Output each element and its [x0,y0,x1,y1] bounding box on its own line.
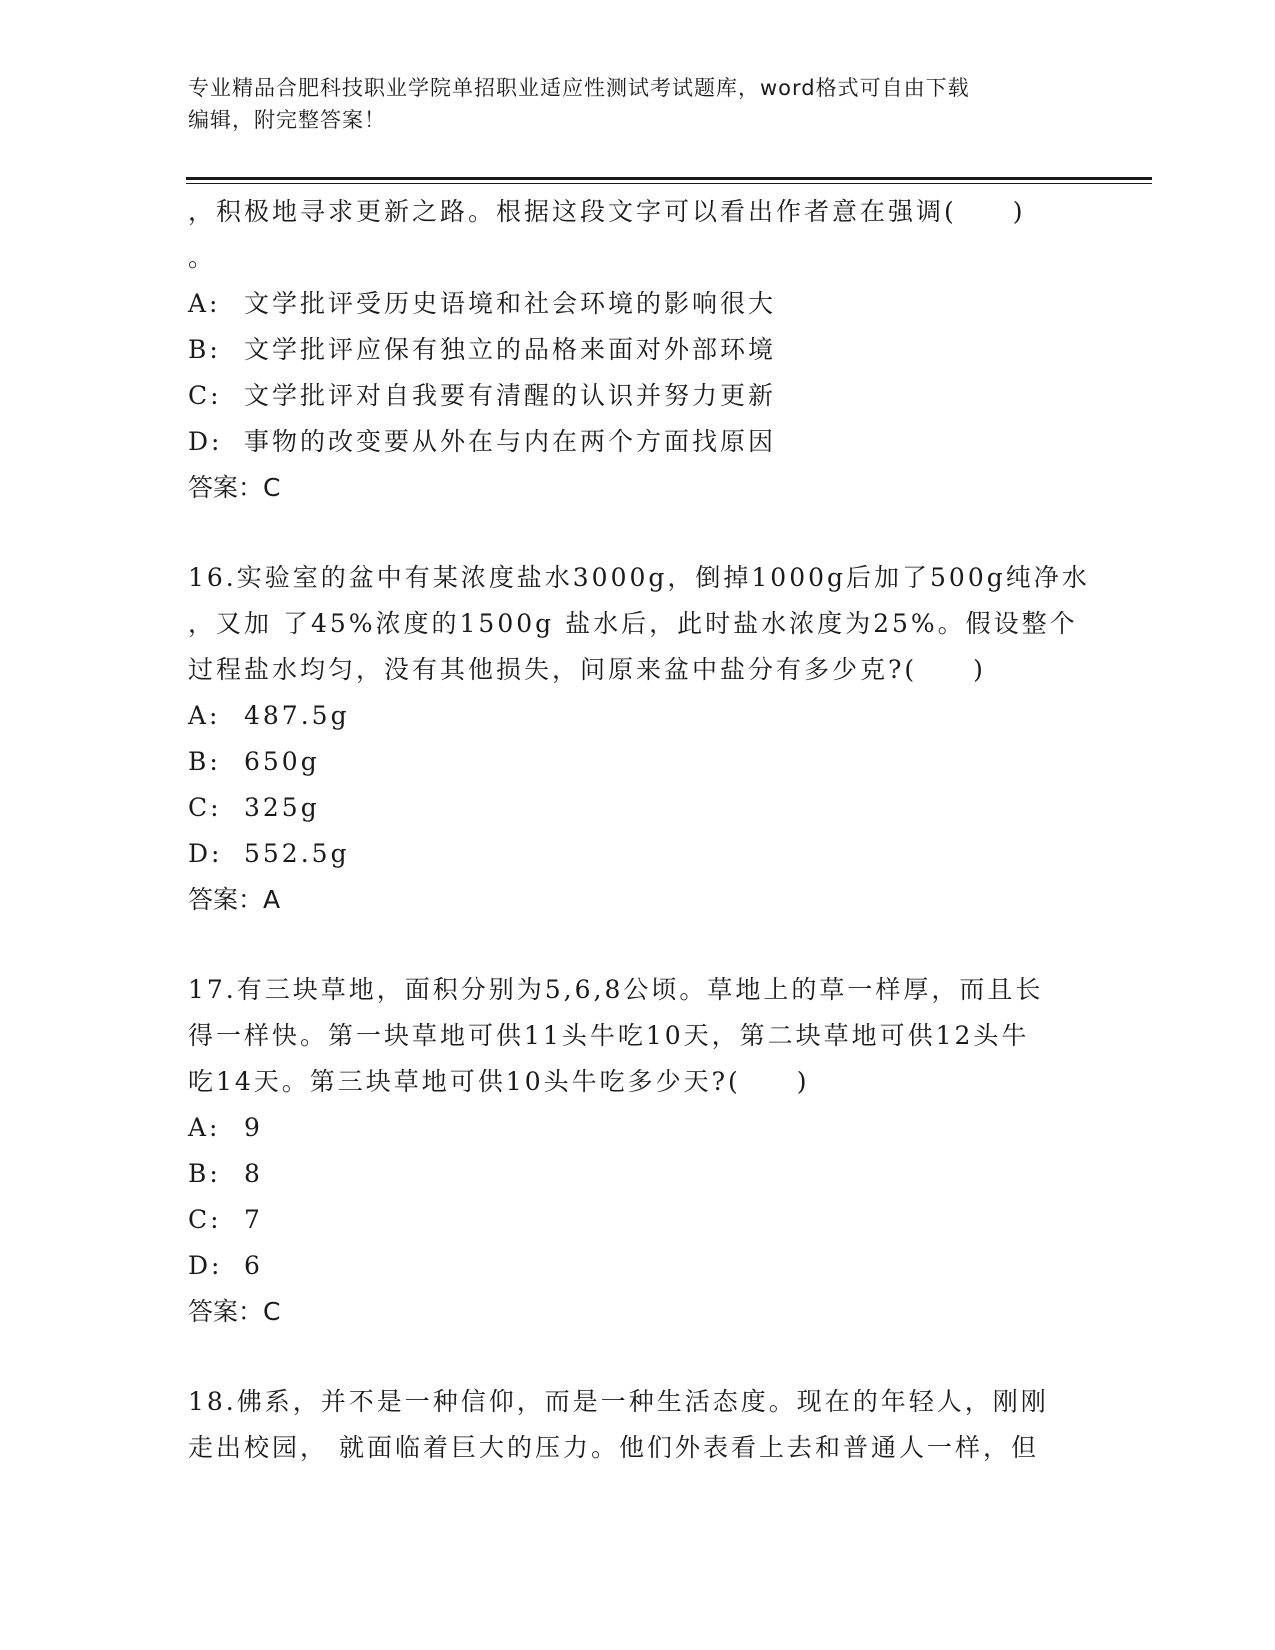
option-d [188,1243,1088,1289]
answer-line: 答案：C [188,1297,281,1326]
option-letter: A: [188,1113,221,1142]
option-b [188,1151,1088,1197]
option-b [188,327,1088,373]
option-letter: D: [188,839,223,868]
option-text: 487.5g [244,701,350,730]
answer-line: 答案：C [188,473,281,502]
spacer [188,923,1088,967]
option-a [188,693,1088,739]
question-18 [188,1379,1088,1471]
option-text: 8 [244,1159,263,1188]
option-letter: C: [188,1205,222,1234]
spacer [188,511,1088,555]
option-text: 文学批评受历史语境和社会环境的影响很大 [244,289,777,318]
option-text: 文学批评对自我要有清醒的认识并努力更新 [244,381,777,410]
question-15 [188,189,1088,511]
option-letter: B: [188,747,221,776]
question-text-line: 得一样快。第一块草地可供11头牛吃10天，第二块草地可供12头牛 [188,1021,1030,1050]
option-text: 325g [244,793,320,822]
spacer [188,1335,1088,1379]
document-body [188,189,1088,1471]
header-line-2: 编辑，附完整答案！ [188,108,386,132]
question-text-line: 17.有三块草地，面积分别为5,6,8公顷。草地上的草一样厚，而且长 [188,975,1044,1004]
option-text: 552.5g [244,839,350,868]
option-d [188,419,1088,465]
question-17 [188,967,1088,1335]
option-a [188,1105,1088,1151]
option-text: 6 [244,1251,263,1280]
option-letter: C: [188,381,222,410]
option-b [188,739,1088,785]
option-c [188,1197,1088,1243]
header-divider-thick [186,177,1152,180]
option-text: 9 [244,1113,263,1142]
question-text-line: 16.实验室的盆中有某浓度盐水3000g，倒掉1000g后加了500g纯净水 [188,563,1090,592]
option-a [188,281,1088,327]
question-text-line: 过程盐水均匀，没有其他损失，问原来盆中盐分有多少克?( ) [188,655,986,684]
option-letter: C: [188,793,222,822]
header-divider-thin [186,183,1152,184]
question-text-line: 18.佛系，并不是一种信仰，而是一种生活态度。现在的年轻人，刚刚 [188,1387,1049,1416]
option-letter: A: [188,289,221,318]
question-text-line: ，又加 了45%浓度的1500g 盐水后，此时盐水浓度为25%。假设整个 [188,609,1078,638]
option-text: 事物的改变要从外在与内在两个方面找原因 [244,427,777,456]
option-c [188,785,1088,831]
question-16 [188,555,1088,923]
option-letter: D: [188,427,223,456]
header-line-1: 专业精品合肥科技职业学院单招职业适应性测试考试题库，word格式可自由下载 [188,76,970,100]
option-letter: B: [188,1159,221,1188]
question-text-line: 。 [188,243,217,272]
option-text: 文学批评应保有独立的品格来面对外部环境 [244,335,777,364]
option-letter: D: [188,1251,223,1280]
option-c [188,373,1088,419]
option-text: 7 [244,1205,263,1234]
document-header [188,72,1088,136]
option-letter: B: [188,335,221,364]
option-letter: A: [188,701,221,730]
option-d [188,831,1088,877]
answer-line: 答案：A [188,885,281,914]
option-text: 650g [244,747,320,776]
question-text-line: 走出校园， 就面临着巨大的压力。他们外表看上去和普通人一样，但 [188,1433,1039,1462]
question-text-line: 吃14天。第三块草地可供10头牛吃多少天?( ) [188,1067,810,1096]
question-text-line: ，积极地寻求更新之路。根据这段文字可以看出作者意在强调( ) [188,197,1026,226]
